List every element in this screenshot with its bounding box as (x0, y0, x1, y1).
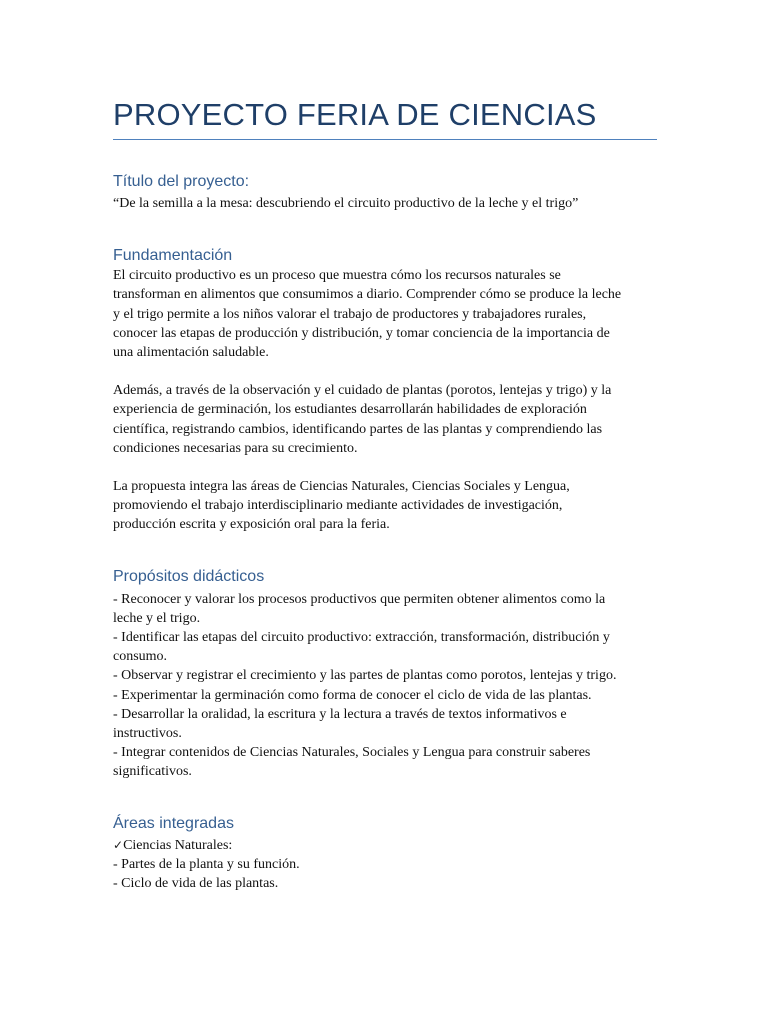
list-item: leche y el trigo. (113, 610, 201, 626)
section-heading-areas: Áreas integradas (113, 814, 234, 832)
list-item: - Ciclo de vida de las plantas. (113, 876, 279, 892)
subject-line (113, 836, 656, 855)
list-item: - Experimentar la germinación como forma de conocer el ciclo de vida de las plantas. (113, 687, 592, 703)
text-line: Además, a través de la observación y el cuidado de plantas (porotos, lentejas y trigo) y la (113, 383, 612, 399)
text-line: conocer las etapas de producción y distribución, y tomar conciencia de la importancia de (113, 325, 610, 341)
fundamentacion-paragraph-1 (113, 266, 656, 362)
text-line: experiencia de germinación, los estudiantes desarrollarán habilidades de exploración (113, 402, 587, 418)
list-item: - Identificar las etapas del circuito productivo: extracción, transformación, distribución y (113, 630, 610, 646)
fundamentacion-paragraph-2 (113, 381, 656, 458)
text-line: y el trigo permite a los niños valorar el trabajo de productores y trabajadores rurales, (113, 306, 587, 322)
project-title-text: “De la semilla a la mesa: descubriendo el circuito productivo de la leche y el trigo” (113, 196, 579, 211)
section-areas (113, 814, 656, 894)
section-heading-fundamentacion: Fundamentación (113, 247, 233, 265)
list-item: - Partes de la planta y su función. (113, 856, 300, 872)
text-line: promoviendo el trabajo interdisciplinario mediante actividades de investigación, (113, 498, 563, 514)
propositos-list (113, 590, 656, 782)
text-line: El circuito productivo es un proceso que muestra cómo los recursos naturales se (113, 268, 561, 284)
section-heading-titulo: Título del proyecto: (113, 173, 250, 190)
list-item: significativos. (113, 764, 192, 780)
text-line: científica, registrando cambios, identificando partes de las plantas y comprendiendo las (113, 421, 603, 437)
list-item: - Integrar contenidos de Ciencias Naturales, Sociales y Lengua para construir saberes (113, 745, 591, 761)
subject-label: Ciencias Naturales: (123, 837, 233, 853)
list-item: instructivos. (113, 726, 182, 742)
section-fundamentacion (113, 246, 656, 534)
text-line: transforman en alimentos que consumimos a diario. Comprender cómo se produce la leche (113, 287, 622, 303)
text-line: producción escrita y exposición oral para la feria. (113, 517, 390, 533)
list-item: - Reconocer y valorar los procesos productivos que permiten obtener alimentos como la (113, 591, 606, 607)
checkmark-icon: ✓ (113, 837, 124, 852)
document-title: PROYECTO FERIA DE CIENCIAS (113, 96, 657, 140)
areas-list (113, 836, 656, 894)
list-item: - Desarrollar la oralidad, la escritura y la lectura a través de textos informativos e (113, 706, 567, 722)
section-titulo (113, 172, 656, 213)
text-line: condiciones necesarias para su crecimiento. (113, 440, 358, 456)
text-line: una alimentación saludable. (113, 345, 269, 361)
text-line: La propuesta integra las áreas de Ciencias Naturales, Ciencias Sociales y Lengua, (113, 479, 570, 495)
section-heading-propositos: Propósitos didácticos (113, 567, 265, 585)
list-item: consumo. (113, 649, 168, 665)
list-item: - Observar y registrar el crecimiento y las partes de plantas como porotos, lentejas y trigo. (113, 668, 617, 684)
section-propositos (113, 567, 656, 782)
fundamentacion-paragraph-3 (113, 477, 656, 535)
